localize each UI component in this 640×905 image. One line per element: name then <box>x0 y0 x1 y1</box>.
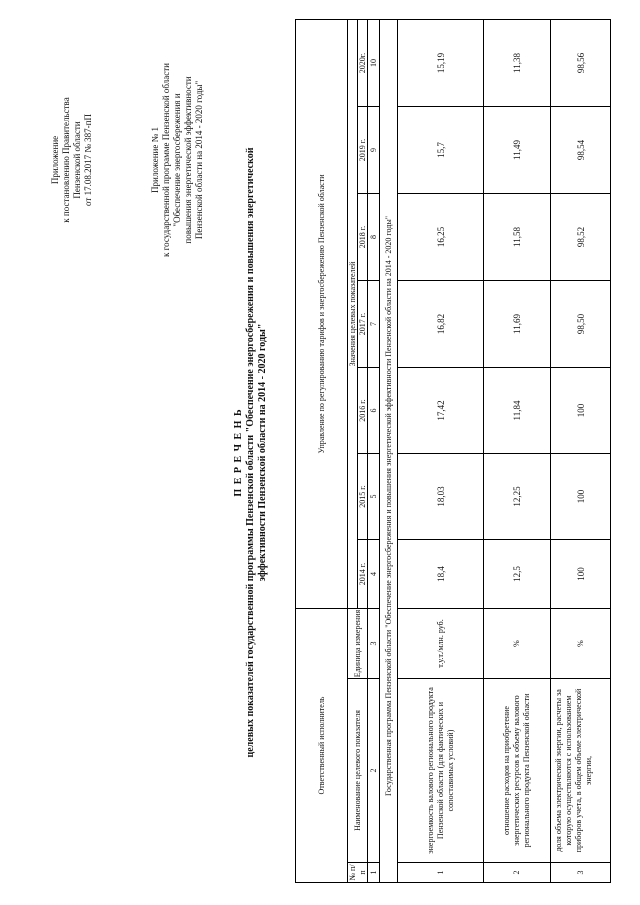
column-number: 3 <box>368 641 378 646</box>
row-value: 11,38 <box>512 53 522 73</box>
column-number: 1 <box>368 870 378 875</box>
row-value: 11,58 <box>512 227 522 247</box>
row-value: 11,49 <box>512 140 522 160</box>
row-value: 100 <box>575 489 586 504</box>
appendix-line: Пензенской области <box>72 121 82 199</box>
column-number: 5 <box>368 494 378 499</box>
row-value: 100 <box>575 567 586 581</box>
row-value: 18,03 <box>435 486 446 507</box>
year-header: 2020г. <box>358 52 367 74</box>
row-number: 2 <box>512 870 521 875</box>
appendix-program-block <box>150 15 205 305</box>
appendix-line: Приложение <box>50 135 60 185</box>
column-number: 2 <box>368 768 378 773</box>
column-number: 9 <box>368 148 378 152</box>
row-name: отношение расходов на приобретение энергетических ресурсов к объему валового регионального продукта Пензенской области <box>502 693 531 848</box>
appendix-block <box>50 45 94 275</box>
row-value: 11,69 <box>512 314 522 334</box>
column-number: 6 <box>368 408 378 413</box>
title-line: эффективности Пензенской области на 2014 - 2020 годы" <box>257 323 268 582</box>
responsible-label: Ответственный исполнитель <box>316 696 326 795</box>
appendix-program-line: "Обеспечение энергосбережения и <box>172 93 182 227</box>
column-number: 10 <box>368 59 378 67</box>
year-header: 2017 г. <box>358 312 367 336</box>
row-number: 3 <box>575 870 585 875</box>
year-header: 2018 г. <box>358 225 367 249</box>
row-value: 15,7 <box>435 142 446 158</box>
column-header-name: Наименование целевого показателя <box>352 710 362 831</box>
year-header: 2015 г. <box>358 485 367 508</box>
year-header: 2014 г. <box>358 562 367 586</box>
row-value: 16,82 <box>435 313 446 335</box>
row-value: 100 <box>575 403 586 418</box>
appendix-line: к постановлению Правительства <box>61 97 71 223</box>
appendix-program-line: Приложение № 1 <box>150 127 160 193</box>
row-value: 98,50 <box>575 313 586 335</box>
row-value: 12,25 <box>512 486 522 507</box>
appendix-program-line: Пензенской области на 2014 - 2020 годы" <box>194 80 204 240</box>
row-unit: % <box>512 640 521 647</box>
column-number: 8 <box>368 235 378 239</box>
column-header-number: № п/п <box>348 864 367 881</box>
row-value: 12,5 <box>512 566 522 582</box>
row-name: доля объема электрической энергии, расчеты за которую осуществляются с использованием приборов учета, в общем объеме электрической энергии, <box>554 688 593 853</box>
column-header-values: Значения целевых показателей <box>348 261 357 367</box>
document-title <box>233 0 269 905</box>
row-value: 17,42 <box>435 400 446 421</box>
year-header: 2016 г. <box>358 399 367 422</box>
row-number: 1 <box>435 870 445 875</box>
appendix-program-line: к государственной программе Пензенской области <box>161 63 171 257</box>
year-header: 2019 г. <box>358 138 367 162</box>
row-value: 18,4 <box>435 566 446 582</box>
row-value: 16,25 <box>435 226 446 248</box>
column-number: 7 <box>368 322 378 326</box>
row-unit: т.у.т./млн. руб. <box>435 619 445 668</box>
row-value: 15,19 <box>435 52 446 74</box>
row-value: 98,52 <box>575 226 586 248</box>
title-heading: П Е Р Е Ч Е Н Ь <box>233 408 244 497</box>
row-unit: % <box>575 640 585 647</box>
title-line: целевых показателей государственной программы Пензенской области "Обеспечение энергосбережения и повышения энергетической <box>245 147 256 758</box>
row-name: энергоемкость валового регионального продукта Пензенской области (для фактических и сопоставимых условий) <box>425 687 455 854</box>
section-label: Государственная программа Пензенской области "Обеспечение энергосбережения и повышения энергетической эффективности Пензенской области на 2014 - 2020 годы" <box>384 216 393 796</box>
responsible-value: Управление по регулированию тарифов и энергосбережению Пензенской области <box>316 174 326 454</box>
row-value: 11,84 <box>512 400 522 421</box>
column-number: 4 <box>368 572 378 576</box>
row-value: 98,54 <box>575 139 586 161</box>
row-value: 98,56 <box>575 52 586 74</box>
appendix-program-line: повышения энергетической эффективности <box>183 76 193 244</box>
appendix-line: от 17.08.2017 № 387-пП <box>83 114 93 206</box>
column-header-unit: Единица измерения <box>352 609 362 678</box>
